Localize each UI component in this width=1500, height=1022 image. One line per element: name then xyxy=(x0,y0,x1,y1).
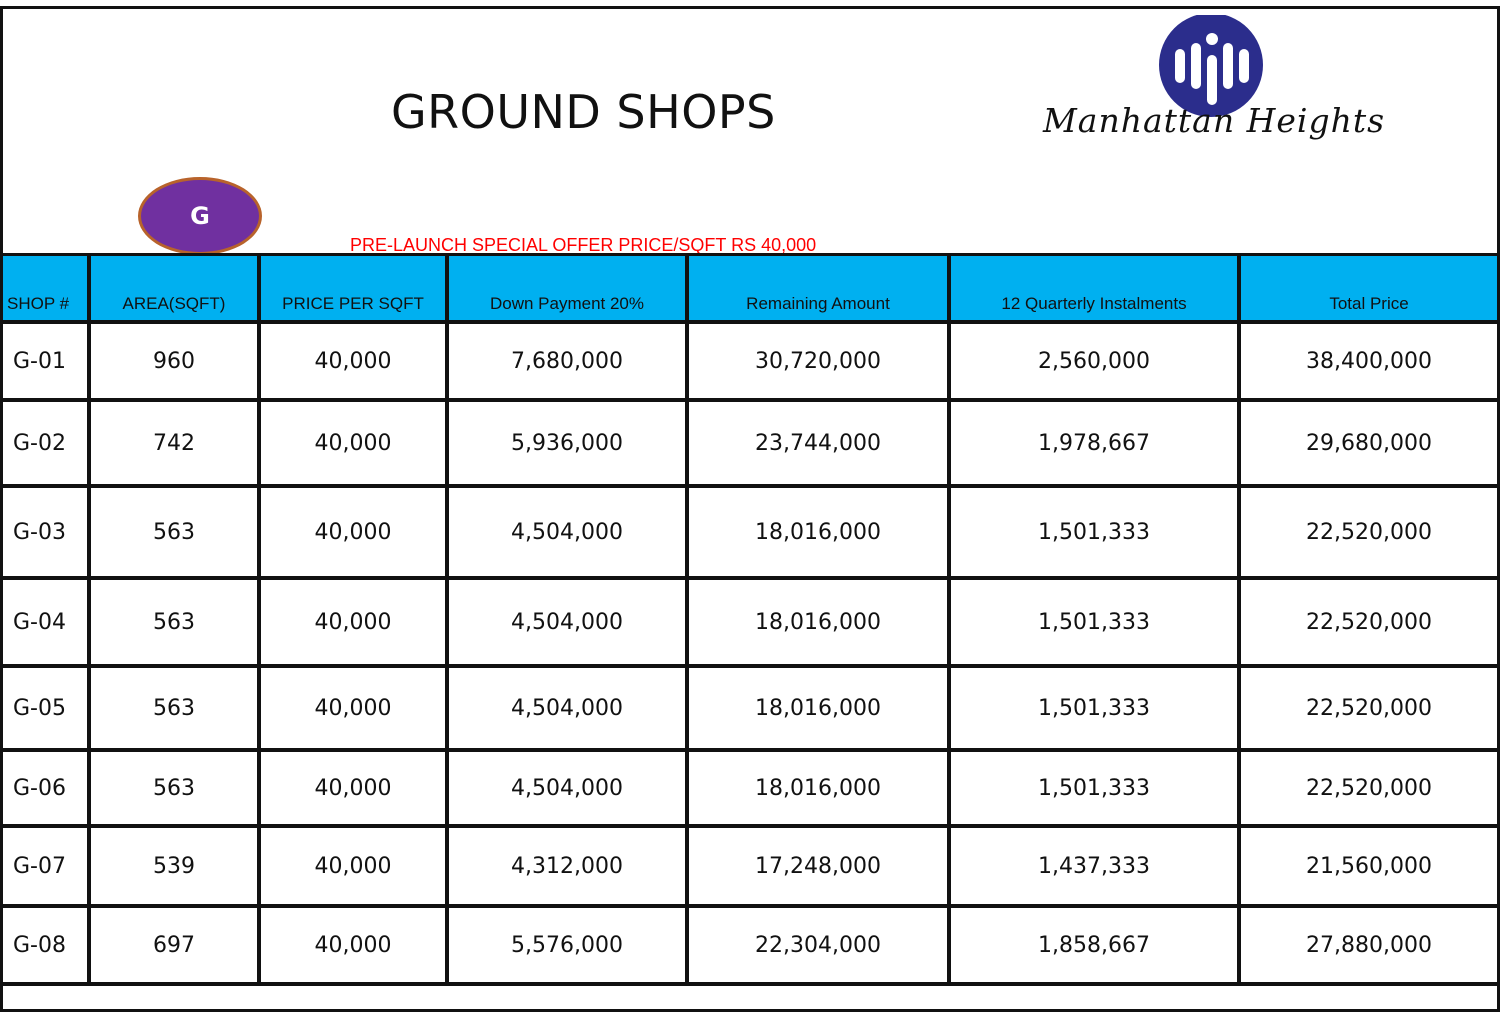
table-cell: 40,000 xyxy=(259,578,447,666)
table-cell: 4,504,000 xyxy=(447,578,687,666)
table-cell: 40,000 xyxy=(259,906,447,984)
table-cell: 563 xyxy=(89,486,259,578)
table-cell: 38,400,000 xyxy=(1239,322,1497,400)
price-sheet xyxy=(0,6,1500,1012)
table-cell: 40,000 xyxy=(259,400,447,486)
table-cell: 23,744,000 xyxy=(687,400,949,486)
table-cell: 22,520,000 xyxy=(1239,750,1497,826)
table-row xyxy=(3,750,1497,826)
sheet-title: GROUND SHOPS xyxy=(391,85,776,139)
table-cell: 1,501,333 xyxy=(949,750,1239,826)
table-cell: 742 xyxy=(89,400,259,486)
table-body xyxy=(3,322,1497,984)
table-cell: 2,560,000 xyxy=(949,322,1239,400)
table-row xyxy=(3,578,1497,666)
table-cell: 4,504,000 xyxy=(447,666,687,750)
table-cell: 4,504,000 xyxy=(447,750,687,826)
floor-badge: G xyxy=(138,177,262,255)
table-cell: 18,016,000 xyxy=(687,750,949,826)
table-cell: 1,437,333 xyxy=(949,826,1239,906)
table-cell: 1,501,333 xyxy=(949,666,1239,750)
table-cell: 539 xyxy=(89,826,259,906)
table-row xyxy=(3,486,1497,578)
table-cell: G-08 xyxy=(3,906,89,984)
table-cell: 40,000 xyxy=(259,666,447,750)
table-row xyxy=(3,906,1497,984)
table-cell: 1,858,667 xyxy=(949,906,1239,984)
table-cell: 22,520,000 xyxy=(1239,666,1497,750)
column-header: 12 Quarterly Instalments xyxy=(949,255,1239,323)
table-cell: 7,680,000 xyxy=(447,322,687,400)
table-cell: G-07 xyxy=(3,826,89,906)
table-cell: 1,501,333 xyxy=(949,578,1239,666)
table-cell: 563 xyxy=(89,750,259,826)
table-cell: G-01 xyxy=(3,322,89,400)
column-header: Down Payment 20% xyxy=(447,255,687,323)
brand-logo-text: Manhattan Heights xyxy=(1043,101,1386,140)
table-cell: 40,000 xyxy=(259,826,447,906)
column-header: PRICE PER SQFT xyxy=(259,255,447,323)
table-cell: 4,504,000 xyxy=(447,486,687,578)
table-cell: 27,880,000 xyxy=(1239,906,1497,984)
table-row xyxy=(3,322,1497,400)
table-row xyxy=(3,666,1497,750)
table-cell: G-04 xyxy=(3,578,89,666)
column-header: SHOP # xyxy=(3,255,89,323)
table-cell: 40,000 xyxy=(259,750,447,826)
offer-banner: PRE-LAUNCH SPECIAL OFFER PRICE/SQFT RS 40,000 xyxy=(350,235,817,255)
price-table xyxy=(3,253,1497,986)
table-cell: 4,312,000 xyxy=(447,826,687,906)
table-cell: 563 xyxy=(89,666,259,750)
table-cell: 18,016,000 xyxy=(687,578,949,666)
table-cell: 30,720,000 xyxy=(687,322,949,400)
table-cell: G-03 xyxy=(3,486,89,578)
table-header-row xyxy=(3,255,1497,323)
column-header: Total Price xyxy=(1239,255,1497,323)
table-cell: 22,520,000 xyxy=(1239,486,1497,578)
table-cell: 1,978,667 xyxy=(949,400,1239,486)
table-cell: 22,520,000 xyxy=(1239,578,1497,666)
table-cell: 17,248,000 xyxy=(687,826,949,906)
table-cell: G-02 xyxy=(3,400,89,486)
column-header: AREA(SQFT) xyxy=(89,255,259,323)
table-cell: 40,000 xyxy=(259,486,447,578)
column-header: Remaining Amount xyxy=(687,255,949,323)
table-cell: 960 xyxy=(89,322,259,400)
table-cell: 18,016,000 xyxy=(687,666,949,750)
table-cell: 21,560,000 xyxy=(1239,826,1497,906)
table-cell: 40,000 xyxy=(259,322,447,400)
table-cell: 5,936,000 xyxy=(447,400,687,486)
table-cell: 22,304,000 xyxy=(687,906,949,984)
table-cell: 1,501,333 xyxy=(949,486,1239,578)
table-cell: 5,576,000 xyxy=(447,906,687,984)
table-cell: 563 xyxy=(89,578,259,666)
table-cell: 697 xyxy=(89,906,259,984)
table-cell: G-05 xyxy=(3,666,89,750)
table-cell: 29,680,000 xyxy=(1239,400,1497,486)
table-row xyxy=(3,400,1497,486)
table-cell: G-06 xyxy=(3,750,89,826)
table-row xyxy=(3,826,1497,906)
table-cell: 18,016,000 xyxy=(687,486,949,578)
